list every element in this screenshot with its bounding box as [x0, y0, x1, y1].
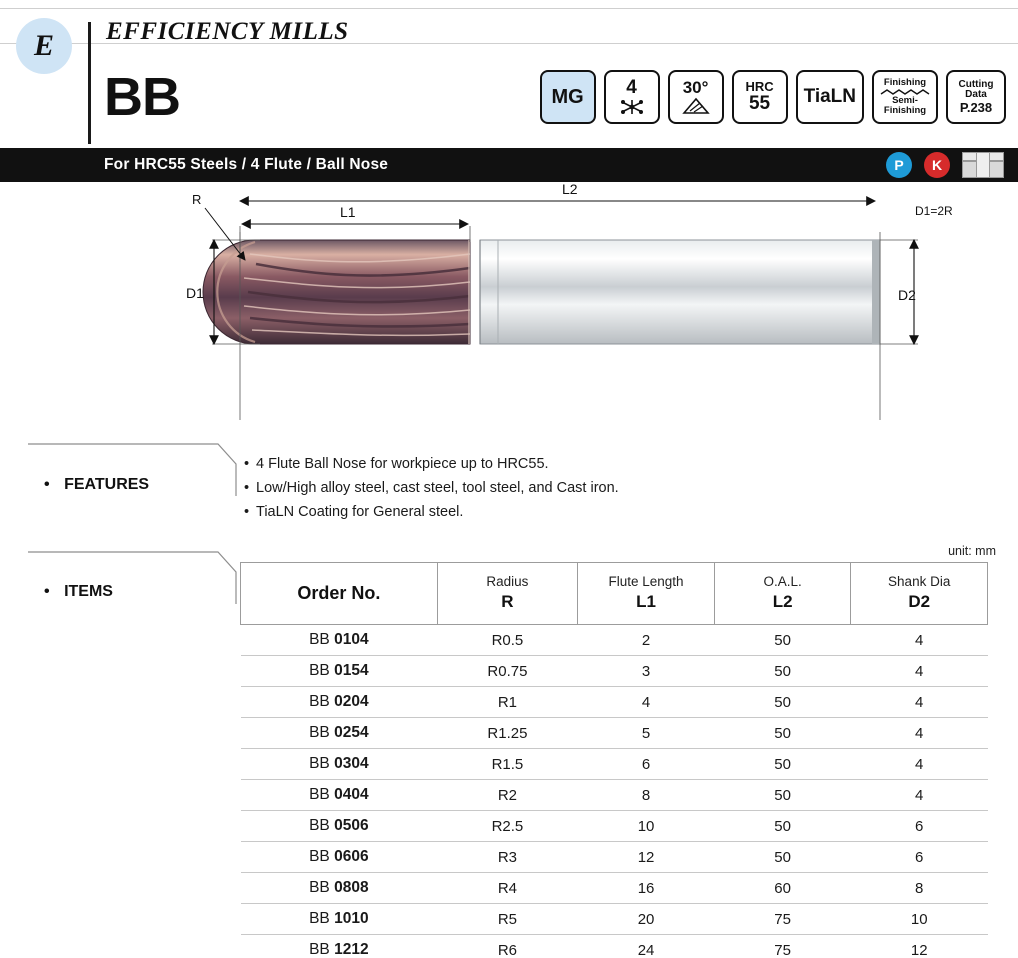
table-row[interactable]	[241, 656, 988, 687]
table-body	[241, 625, 988, 958]
bullet-icon: •	[244, 504, 250, 520]
table-row[interactable]	[241, 935, 988, 958]
feature-text: TiaLN Coating for General steel.	[256, 504, 464, 520]
table-row[interactable]	[241, 904, 988, 935]
product-subtitle: For HRC55 Steels / 4 Flute / Ball Nose	[104, 156, 389, 173]
material-badge-p: P	[886, 152, 912, 178]
label-d1: D1	[186, 285, 204, 301]
cell-shank-dia: 4	[851, 625, 988, 656]
spec-icon-row	[540, 70, 1006, 124]
cell-radius: R1	[437, 687, 578, 718]
items-table	[240, 562, 988, 958]
order-prefix: BB	[309, 786, 330, 803]
cell-shank-dia: 4	[851, 749, 988, 780]
cell-flute-length: 8	[578, 780, 715, 811]
order-number: 0404	[334, 786, 369, 803]
cell-order-no	[241, 873, 438, 904]
cell-shank-dia: 4	[851, 780, 988, 811]
hardness-icon	[732, 70, 788, 124]
cell-order-no	[241, 749, 438, 780]
label-l1: L1	[340, 204, 356, 220]
column-header-oal	[714, 563, 851, 625]
cell-order-no	[241, 656, 438, 687]
hardness-label: HRC	[745, 79, 774, 95]
order-number: 0204	[334, 693, 369, 710]
cell-shank-dia: 4	[851, 687, 988, 718]
helix-angle-value: 30°	[682, 78, 709, 98]
column-key-radius: R	[501, 591, 514, 611]
table-row[interactable]	[241, 811, 988, 842]
order-prefix: BB	[309, 879, 330, 896]
column-header-flute-length	[578, 563, 715, 625]
label-r: R	[192, 192, 202, 207]
cell-shank-dia: 4	[851, 656, 988, 687]
finishing-line3: Finishing	[883, 104, 927, 116]
cell-oal: 50	[714, 811, 851, 842]
cell-flute-length: 5	[578, 718, 715, 749]
label-d2: D2	[898, 287, 916, 303]
cutting-data-page: P.238	[959, 99, 993, 115]
column-header-order-no: Order No.	[241, 563, 438, 625]
order-prefix: BB	[309, 941, 330, 958]
cell-radius: R6	[437, 935, 578, 958]
order-number: 0154	[334, 662, 369, 679]
cell-radius: R4	[437, 873, 578, 904]
cell-radius: R0.5	[437, 625, 578, 656]
cell-flute-length: 16	[578, 873, 715, 904]
features-list	[244, 452, 619, 524]
cell-flute-length: 3	[578, 656, 715, 687]
table-row[interactable]	[241, 625, 988, 656]
cell-flute-length: 24	[578, 935, 715, 958]
flute-count-value: 4	[626, 77, 637, 99]
cell-oal: 75	[714, 904, 851, 935]
finishing-line2: Semi-	[892, 95, 918, 107]
order-number: 0506	[334, 817, 369, 834]
table-row[interactable]	[241, 873, 988, 904]
column-key-flute-length: L1	[636, 591, 656, 611]
order-prefix: BB	[309, 848, 330, 865]
cell-order-no	[241, 842, 438, 873]
features-label: FEATURES	[64, 476, 150, 493]
table-row[interactable]	[241, 687, 988, 718]
cell-radius: R5	[437, 904, 578, 935]
helix-angle-icon	[668, 70, 724, 124]
order-number: 0104	[334, 631, 369, 648]
material-badge-k: K	[924, 152, 950, 178]
finishing-icon	[872, 70, 938, 124]
cell-oal: 50	[714, 625, 851, 656]
tool-diagram	[0, 182, 1018, 434]
cell-flute-length: 4	[578, 687, 715, 718]
cell-shank-dia: 6	[851, 811, 988, 842]
column-top-shank-dia: Shank Dia	[888, 573, 951, 589]
series-letter-badge: E	[16, 18, 72, 74]
helix-angle-shape-icon	[682, 97, 710, 115]
column-top-radius: Radius	[486, 573, 529, 589]
product-code: BB	[104, 67, 180, 127]
cell-shank-dia: 6	[851, 842, 988, 873]
cell-order-no	[241, 718, 438, 749]
mg-grade-icon	[540, 70, 596, 124]
column-top-flute-length: Flute Length	[608, 573, 684, 589]
column-header-shank-dia	[851, 563, 988, 625]
order-prefix: BB	[309, 693, 330, 710]
bullet-icon: •	[244, 480, 250, 496]
order-number: 0304	[334, 755, 369, 772]
label-d1-equals-2r: D1=2R	[915, 204, 953, 218]
feature-text: Low/High alloy steel, cast steel, tool steel, and Cast iron.	[256, 480, 619, 496]
cell-radius: R0.75	[437, 656, 578, 687]
cutting-data-line2: Data	[965, 89, 987, 101]
cell-shank-dia: 4	[851, 718, 988, 749]
column-top-oal: O.A.L.	[763, 573, 802, 589]
header-vertical-rule	[88, 22, 91, 144]
hardness-value: 55	[748, 92, 771, 114]
cell-order-no	[241, 687, 438, 718]
cell-flute-length: 2	[578, 625, 715, 656]
cell-order-no	[241, 780, 438, 811]
items-label: ITEMS	[64, 583, 113, 600]
cell-shank-dia: 10	[851, 904, 988, 935]
cell-shank-dia: 12	[851, 935, 988, 958]
material-badge-row	[886, 152, 1004, 178]
features-label-row	[44, 476, 149, 494]
features-bullet-icon: •	[44, 476, 50, 493]
flute-count-icon	[604, 70, 660, 124]
packaging-box-icon	[962, 152, 1004, 178]
table-row[interactable]	[241, 842, 988, 873]
cell-oal: 60	[714, 873, 851, 904]
cell-radius: R1.5	[437, 749, 578, 780]
finishing-line1: Finishing	[883, 77, 927, 89]
cell-flute-length: 12	[578, 842, 715, 873]
cell-oal: 50	[714, 687, 851, 718]
product-header	[0, 0, 1018, 182]
order-number: 1212	[334, 941, 369, 958]
cell-order-no	[241, 811, 438, 842]
cell-oal: 50	[714, 780, 851, 811]
list-item	[244, 476, 619, 500]
flute-cross-section-icon	[619, 98, 645, 116]
cell-radius: R1.25	[437, 718, 578, 749]
cell-shank-dia: 8	[851, 873, 988, 904]
table-row[interactable]	[241, 780, 988, 811]
table-row[interactable]	[241, 749, 988, 780]
cutting-data-line1: Cutting	[958, 78, 994, 90]
column-key-oal: L2	[772, 591, 793, 611]
cell-oal: 50	[714, 842, 851, 873]
tool-drawing	[0, 182, 1018, 434]
cell-radius: R2	[437, 780, 578, 811]
cell-flute-length: 10	[578, 811, 715, 842]
feature-text: 4 Flute Ball Nose for workpiece up to HRC55.	[256, 456, 549, 472]
order-number: 1010	[334, 910, 369, 927]
order-prefix: BB	[309, 631, 330, 648]
cell-order-no	[241, 904, 438, 935]
list-item	[244, 500, 619, 524]
items-label-row	[44, 583, 113, 601]
order-prefix: BB	[309, 724, 330, 741]
cell-radius: R3	[437, 842, 578, 873]
column-key-shank-dia: D2	[908, 591, 931, 611]
mg-grade-label: MG	[551, 85, 584, 108]
table-row[interactable]	[241, 718, 988, 749]
cell-oal: 75	[714, 935, 851, 958]
cell-oal: 50	[714, 718, 851, 749]
items-bullet-icon: •	[44, 583, 50, 600]
table-header	[241, 563, 988, 625]
cutting-data-icon[interactable]	[946, 70, 1006, 124]
cell-order-no	[241, 935, 438, 958]
coating-label: TiaLN	[803, 86, 856, 108]
label-l2: L2	[562, 182, 578, 197]
bullet-icon: •	[244, 456, 250, 472]
list-item	[244, 452, 619, 476]
order-prefix: BB	[309, 910, 330, 927]
cell-radius: R2.5	[437, 811, 578, 842]
cell-order-no	[241, 625, 438, 656]
order-number: 0606	[334, 848, 369, 865]
order-prefix: BB	[309, 662, 330, 679]
order-number: 0254	[334, 724, 369, 741]
order-prefix: BB	[309, 755, 330, 772]
cell-oal: 50	[714, 749, 851, 780]
cell-flute-length: 20	[578, 904, 715, 935]
order-prefix: BB	[309, 817, 330, 834]
order-number: 0808	[334, 879, 369, 896]
category-title: EFFICIENCY MILLS	[106, 18, 349, 45]
unit-note: unit: mm	[948, 544, 996, 558]
column-header-radius	[437, 563, 578, 625]
coating-icon	[796, 70, 864, 124]
cell-flute-length: 6	[578, 749, 715, 780]
cell-oal: 50	[714, 656, 851, 687]
